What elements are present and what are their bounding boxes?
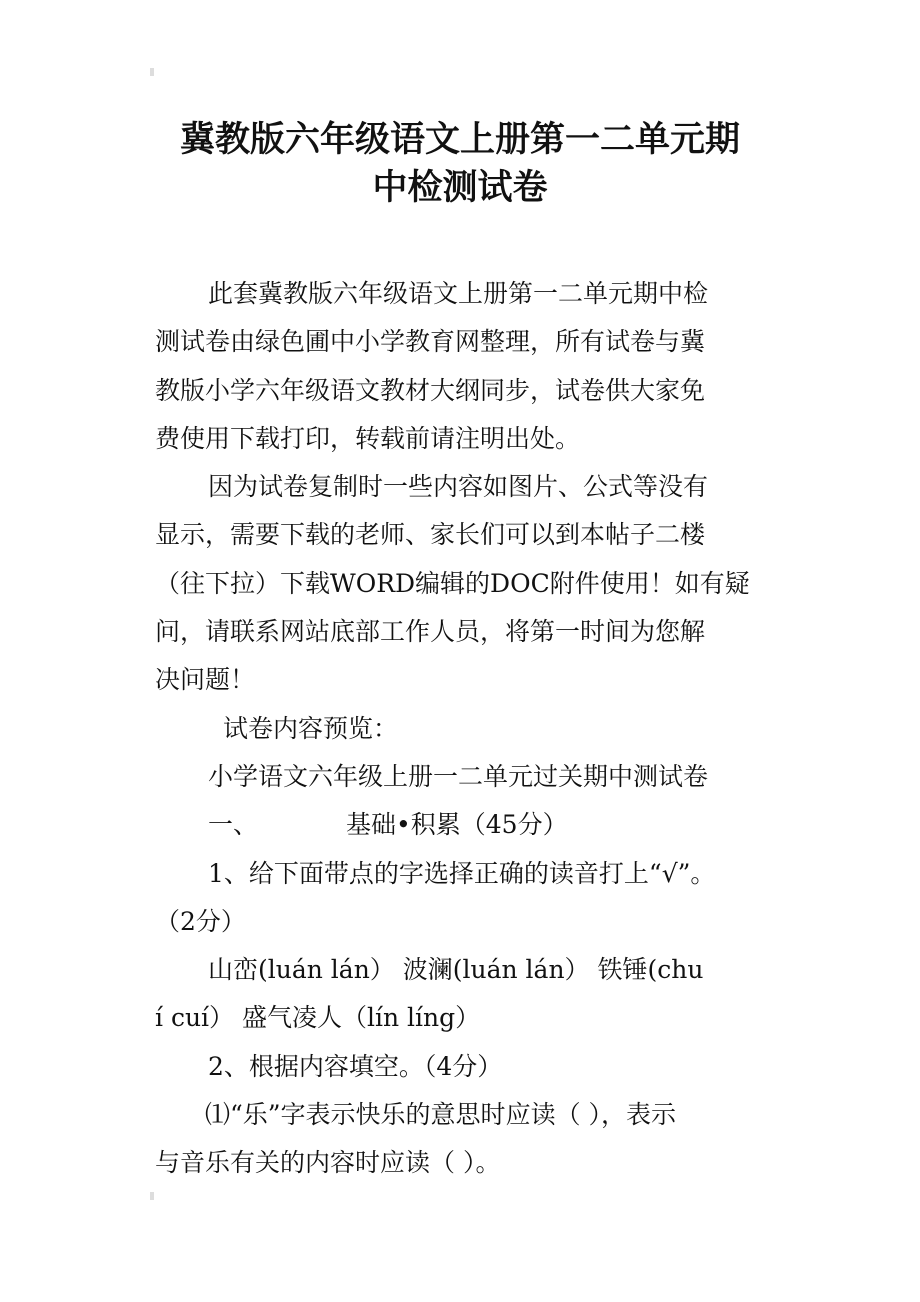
intro-line: 费使用下载打印，转载前请注明出处。 xyxy=(155,423,581,453)
notice-line: （往下拉）下载WORD编辑的DOC附件使用！如有疑 xyxy=(155,568,750,598)
preview-label: 试卷内容预览： xyxy=(223,713,399,743)
question-1-items: 山峦(luán lán） 波澜(luán lán） 铁锤(chu xyxy=(208,955,704,985)
question-1-items: í cuí） 盛气凌人（lín líng） xyxy=(155,1003,481,1033)
intro-line: 教版小学六年级语文教材大纲同步，试卷供大家免 xyxy=(155,375,706,405)
question-2-1-line: ⑴“乐”字表示快乐的意思时应读（ ），表示 xyxy=(205,1100,677,1130)
notice-line: 因为试卷复制时一些内容如图片、公式等没有 xyxy=(208,472,709,502)
document-body xyxy=(155,270,795,1188)
intro-line: 此套冀教版六年级语文上册第一二单元期中检 xyxy=(208,279,709,308)
question-2: 2、根据内容填空。（4分） xyxy=(208,1051,503,1081)
section-title: 基础•积累（45分） xyxy=(346,810,568,840)
section-heading xyxy=(155,801,795,849)
document-title-line-1: 冀教版六年级语文上册第一二单元期 xyxy=(179,120,740,160)
question-1-line: （2分） xyxy=(155,906,246,936)
notice-line: 问，请联系网站底部工作人员，将第一时间为您解 xyxy=(155,617,706,647)
intro-line: 测试卷由绿色圃中小学教育网整理，所有试卷与冀 xyxy=(155,327,706,357)
notice-line: 决问题！ xyxy=(155,665,256,695)
question-2-1-line: 与音乐有关的内容时应读（ ）。 xyxy=(155,1148,501,1178)
notice-line: 显示，需要下载的老师、家长们可以到本帖子二楼 xyxy=(155,520,706,550)
exam-title: 小学语文六年级上册一二单元过关期中测试卷 xyxy=(208,761,709,791)
scan-artifact xyxy=(150,68,154,76)
section-number: 一、 xyxy=(208,810,259,840)
question-1-line: 1、给下面带点的字选择正确的读音打上“√”。 xyxy=(208,858,716,888)
scan-artifact xyxy=(150,1192,154,1200)
document-title-line-2: 中检测试卷 xyxy=(372,168,548,208)
